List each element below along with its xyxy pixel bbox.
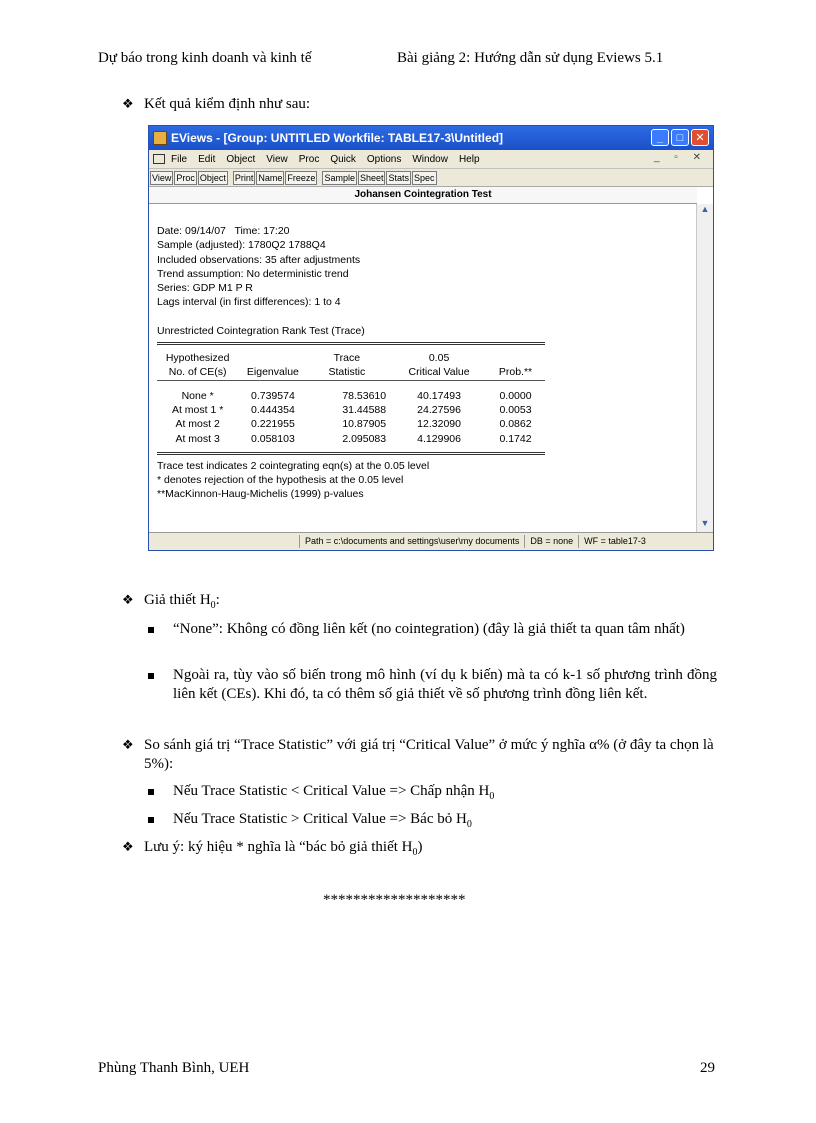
rule-accept-text: Nếu Trace Statistic < Critical Value => Chấp nhận H xyxy=(173,783,490,799)
square-bullet-icon xyxy=(148,673,154,679)
table-cell: 40.17493 xyxy=(417,389,461,402)
title-bar xyxy=(149,126,713,150)
info-line: Sample (adjusted): 1780Q2 1788Q4 xyxy=(157,239,326,252)
h0-label: Giả thiết H xyxy=(144,592,211,608)
table-row xyxy=(157,389,545,403)
table-cell: At most 3 xyxy=(175,432,220,445)
table-cell: At most 2 xyxy=(175,418,220,431)
status-blank xyxy=(149,535,299,548)
table-cell: 31.44588 xyxy=(342,403,387,416)
note-line xyxy=(122,838,422,862)
table-cell: 0.0862 xyxy=(499,418,532,431)
diamond-bullet-icon: ❖ xyxy=(122,840,134,855)
table-row xyxy=(157,417,545,431)
table-cell: 0.0000 xyxy=(499,389,532,402)
diamond-bullet-icon: ❖ xyxy=(122,593,134,608)
square-bullet-icon xyxy=(148,789,154,795)
view-button[interactable]: View xyxy=(152,172,172,183)
footer-author: Phùng Thanh Bình, UEH xyxy=(98,1060,250,1076)
info-line: Included observations: 35 after adjustments xyxy=(157,253,361,266)
page-number: 29 xyxy=(700,1060,715,1076)
rule-reject-text: Nếu Trace Statistic > Critical Value => Bác bỏ H xyxy=(173,811,467,827)
header-right: Bài giảng 2: Hướng dẫn sử dụng Eviews 5.1 xyxy=(397,50,664,66)
trace-test-table xyxy=(157,342,545,459)
table-cell: 78.53610 xyxy=(342,389,387,402)
column-header: Trace xyxy=(333,352,361,365)
table-row xyxy=(157,432,545,446)
compare-paragraph xyxy=(122,736,718,774)
column-header xyxy=(486,351,545,365)
vertical-scrollbar[interactable] xyxy=(696,204,713,532)
freeze-button[interactable]: Freeze xyxy=(287,172,316,183)
print-button[interactable]: Print xyxy=(234,172,254,183)
output-content xyxy=(149,220,697,532)
window-title: EViews - [Group: UNTITLED Workfile: TABLE17-3\Untitled] xyxy=(171,131,504,145)
rule-accept xyxy=(173,782,494,806)
intro-text: Kết quả kiểm định như sau: xyxy=(144,96,311,112)
proc-button[interactable]: Proc xyxy=(176,172,195,183)
table-cell: 10.87905 xyxy=(342,418,387,431)
table-cell: 4.129906 xyxy=(417,432,461,445)
eviews-app-icon xyxy=(153,131,167,145)
diamond-bullet-icon: ❖ xyxy=(122,738,134,753)
column-header: Prob.** xyxy=(498,366,533,379)
h0-subscript: 0 xyxy=(489,791,495,802)
table-cell: 0.444354 xyxy=(251,403,295,416)
info-line: Series: GDP M1 P R xyxy=(157,282,253,295)
object-toolbar xyxy=(149,169,713,187)
separator-stars: ******************* xyxy=(323,892,466,908)
menu-edit[interactable]: Edit xyxy=(198,153,216,165)
stats-button[interactable]: Stats xyxy=(388,172,409,183)
column-header: 0.05 xyxy=(428,352,450,365)
column-header: No. of CE(s) xyxy=(168,366,227,379)
menu-help[interactable]: Help xyxy=(458,153,480,165)
square-bullet-icon xyxy=(148,817,154,823)
column-header: Statistic xyxy=(328,366,366,379)
test-name: Unrestricted Cointegration Rank Test (Trace) xyxy=(157,324,365,337)
item-none-text: “None”: Không có đồng liên kết (no cointegration) (đây là giả thiết ta quan tâm nhất) xyxy=(173,621,685,637)
status-db: DB = none xyxy=(524,535,578,548)
table-cell: 2.095083 xyxy=(342,432,387,445)
item-k-text: Ngoài ra, tùy vào số biến trong mô hình (ví dụ k biến) mà ta có k-1 số phương trình đồng liên kết (CEs). Khi đó, ta có thêm số giả thiết về số phương trình đồng liên kết. xyxy=(173,667,717,702)
intro-line xyxy=(122,96,310,113)
table-title: Johansen Cointegration Test xyxy=(149,187,697,204)
table-header-row xyxy=(157,365,545,380)
note-line: Trace test indicates 2 cointegrating eqn(s) at the 0.05 level xyxy=(157,459,430,472)
close-icon[interactable]: ✕ xyxy=(691,129,709,146)
column-header xyxy=(238,351,307,365)
menu-window[interactable]: Window xyxy=(412,153,448,165)
sample-button[interactable]: Sample xyxy=(324,172,355,183)
h0-subscript: 0 xyxy=(466,819,472,830)
menu-object[interactable]: Object xyxy=(226,153,256,165)
table-cell: 0.221955 xyxy=(251,418,295,431)
name-button[interactable]: Name xyxy=(258,172,283,183)
status-bar xyxy=(149,532,713,550)
menu-quick[interactable]: Quick xyxy=(330,153,356,165)
sheet-button[interactable]: Sheet xyxy=(359,172,384,183)
note-line: * denotes rejection of the hypothesis at the 0.05 level xyxy=(157,474,404,487)
h0-heading xyxy=(122,591,220,615)
note-line: **MacKinnon-Haug-Michelis (1999) p-values xyxy=(157,488,364,501)
maximize-icon[interactable]: □ xyxy=(671,129,689,146)
table-cell: 12.32090 xyxy=(417,418,461,431)
scroll-down-icon[interactable]: ▼ xyxy=(700,518,710,528)
info-line: Date: 09/14/07 Time: 17:20 xyxy=(157,225,290,237)
mdi-controls-icon[interactable]: _ ▫ ✕ xyxy=(653,152,707,163)
scroll-up-icon[interactable]: ▲ xyxy=(700,204,710,214)
compare-text: So sánh giá trị “Trace Statistic” với giá trị “Critical Value” ở mức ý nghĩa α% (ở đây ta chọn là 5%): xyxy=(144,737,714,772)
square-bullet-icon xyxy=(148,627,154,633)
h0-subscript: 0 xyxy=(210,600,216,611)
menu-file[interactable]: File xyxy=(171,153,188,165)
note-text: Lưu ý: ký hiệu * nghĩa là “bác bỏ giả thiết H xyxy=(144,839,413,855)
table-cell: At most 1 * xyxy=(171,403,224,416)
rule-reject xyxy=(173,810,472,834)
document-icon xyxy=(153,154,165,164)
column-header: Critical Value xyxy=(408,366,470,379)
spec-button[interactable]: Spec xyxy=(414,172,435,183)
info-line: Lags interval (in first differences): 1 to 4 xyxy=(157,296,341,309)
header-left: Dự báo trong kinh doanh và kinh tế xyxy=(98,50,312,66)
h0-colon: : xyxy=(215,592,220,608)
status-path: Path = c:\documents and settings\user\my documents xyxy=(299,535,524,548)
table-cell: 0.1742 xyxy=(499,432,532,445)
column-header: Eigenvalue xyxy=(246,366,299,379)
h0-subscript: 0 xyxy=(412,847,418,858)
menu-view[interactable]: View xyxy=(266,153,288,165)
minimize-icon[interactable]: _ xyxy=(651,129,669,146)
menu-options[interactable]: Options xyxy=(366,153,402,165)
table-cell: 0.0053 xyxy=(499,403,532,416)
table-header-row xyxy=(157,351,545,365)
table-cell: 0.739574 xyxy=(251,389,295,402)
eviews-window xyxy=(148,125,714,551)
table-cell: 0.058103 xyxy=(251,432,295,445)
table-cell: 24.27596 xyxy=(417,403,461,416)
menu-proc[interactable]: Proc xyxy=(298,153,320,165)
table-cell: None * xyxy=(181,389,214,402)
info-line: Trend assumption: No deterministic trend xyxy=(157,267,349,280)
note-end: ) xyxy=(417,839,423,855)
object-button[interactable]: Object xyxy=(199,172,226,183)
item-k-minus-1 xyxy=(173,666,717,704)
table-row xyxy=(157,403,545,417)
diamond-bullet-icon: ❖ xyxy=(122,97,134,112)
column-header: Hypothesized xyxy=(165,352,230,365)
item-none xyxy=(173,620,717,639)
menu-bar xyxy=(149,150,713,169)
status-wf: WF = table17-3 xyxy=(578,535,651,548)
